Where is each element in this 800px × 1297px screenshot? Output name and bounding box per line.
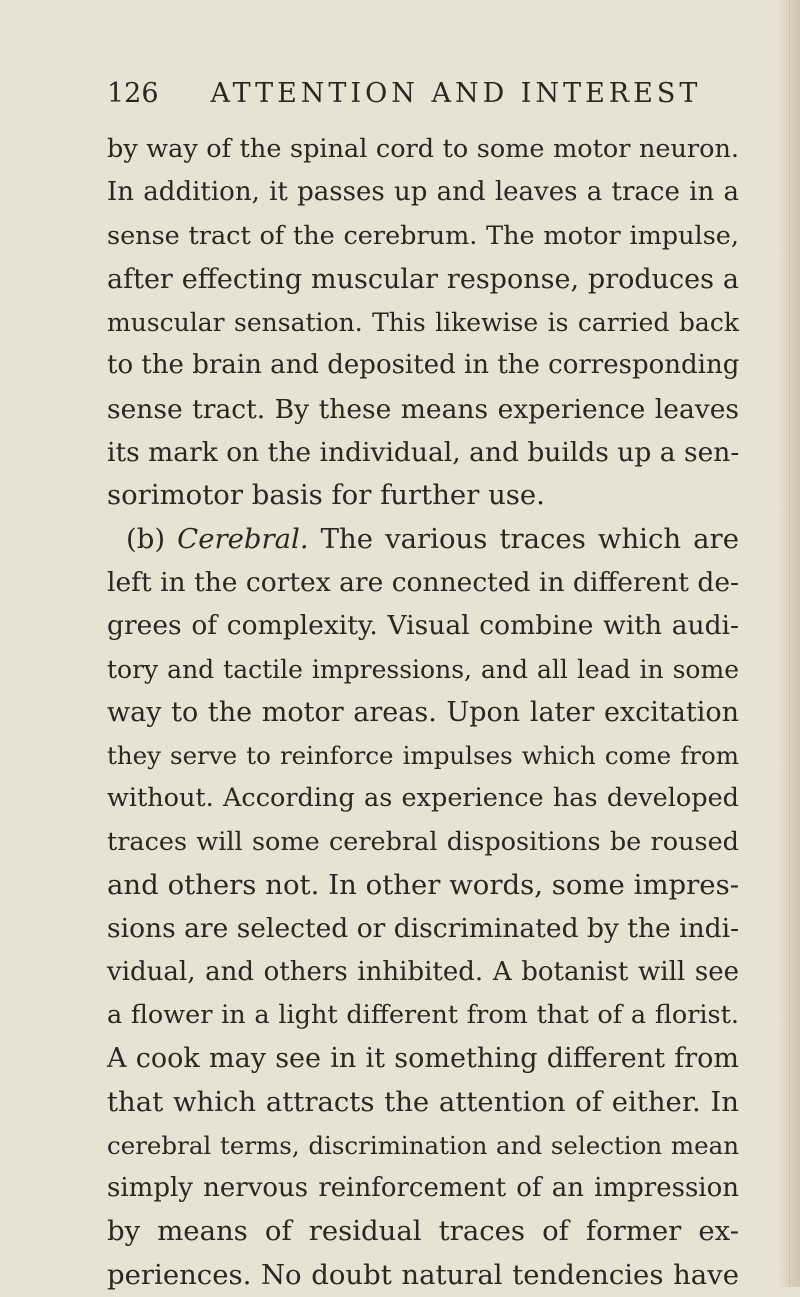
text-line: its mark on the individual, and builds up a sen-: [107, 437, 740, 469]
text-line: to the brain and deposited in the corresponding: [107, 350, 740, 381]
text-line: grees of complexity. Visual combine with audi-: [107, 610, 739, 642]
text-line: by way of the spinal cord to some motor neuron.: [107, 134, 739, 164]
section-heading-line: [107, 518, 739, 561]
text-line: they serve to reinforce impulses which come from: [107, 741, 739, 771]
section-title: Cerebral.: [177, 522, 309, 555]
running-header: [107, 78, 747, 109]
section-label: (b): [126, 522, 166, 555]
text-line: way to the motor areas. Upon later excitation: [107, 696, 739, 728]
text-line: a flower in a light different from that of a florist.: [107, 999, 739, 1030]
text-line: simply nervous reinforcement of an impression: [107, 1173, 739, 1204]
running-title: ATTENTION AND INTEREST: [210, 78, 702, 109]
text-line: sense tract of the cerebrum. The motor impulse,: [107, 220, 739, 251]
text-line: muscular sensation. This likewise is carried back: [107, 308, 739, 338]
page-edge-line: [789, 0, 790, 1287]
text-line: traces will some cerebral dispositions be roused: [107, 826, 739, 857]
text-line: A cook may see in it something different from: [107, 1043, 739, 1075]
body-text: [107, 128, 739, 1297]
text-line: that which attracts the attention of either. In: [107, 1085, 739, 1118]
text-line: sorimotor basis for further use.: [107, 479, 545, 512]
text-line: sense tract. By these means experience leaves: [107, 393, 739, 425]
text-line: by means of residual traces of former ex-: [107, 1215, 739, 1248]
text-line: In addition, it passes up and leaves a trace in a: [107, 177, 739, 208]
text-line: after effecting muscular response, produces a: [107, 263, 739, 295]
page-number: 126: [107, 78, 159, 109]
section-text: The various traces which are: [320, 522, 739, 555]
text-line: left in the cortex are connected in different de-: [107, 566, 739, 598]
text-line: without. According as experience has developed: [107, 783, 739, 814]
text-line: periences. No doubt natural tendencies have: [107, 1258, 739, 1291]
text-line: sions are selected or discriminated by the indi-: [107, 913, 740, 945]
text-line: cerebral terms, discrimination and selection mean: [107, 1130, 739, 1160]
text-line: vidual, and others inhibited. A botanist will see: [107, 956, 739, 987]
text-line: tory and tactile impressions, and all lead in some: [107, 654, 739, 684]
text-line: and others not. In other words, some impres-: [107, 869, 739, 902]
